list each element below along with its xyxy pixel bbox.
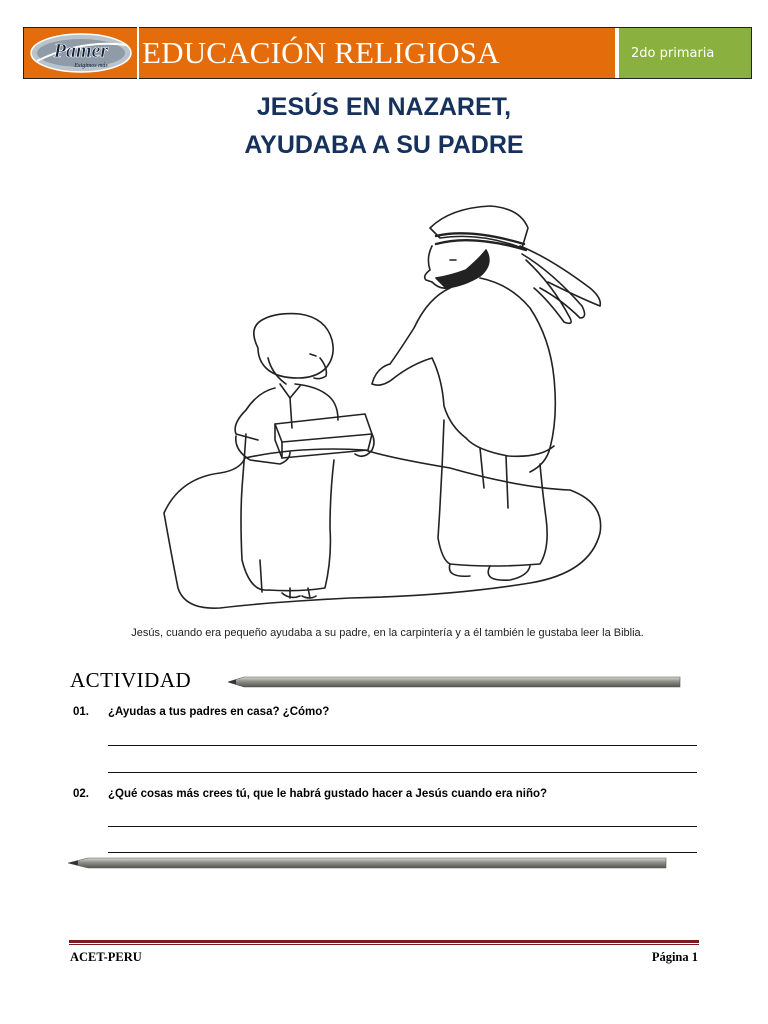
svg-text:Exigimos más: Exigimos más (74, 63, 108, 69)
header-subject-cell (24, 28, 617, 78)
jesus-helping-father-illustration (150, 188, 620, 618)
answer-line-2b[interactable] (108, 852, 697, 853)
answer-line-2a[interactable] (108, 826, 697, 827)
lesson-title-line-2: AYUDABA A SU PADRE (244, 131, 524, 159)
illustration-caption: Jesús, cuando era pequeño ayudaba a su padre, en la carpintería y a él también le gustaba leer la Biblia. (131, 627, 644, 639)
pencil-divider-bottom (68, 856, 668, 870)
footer-organization: ACET-PERU (70, 950, 142, 964)
header-separator (137, 27, 139, 79)
grade-label: 2do primaria (631, 45, 715, 61)
question-2-number: 02. (73, 788, 89, 800)
header-grade-cell (617, 28, 751, 78)
answer-line-1b[interactable] (108, 772, 697, 773)
lesson-title-line-1: JESÚS EN NAZARET, (256, 93, 512, 121)
footer-rule (69, 940, 699, 946)
document-header (23, 27, 752, 79)
answer-line-1a[interactable] (108, 745, 697, 746)
footer-page-number: Página 1 (651, 950, 698, 964)
pamer-logo-graphic (29, 31, 133, 75)
question-1-text: ¿Ayudas a tus padres en casa? ¿Cómo? (108, 706, 330, 718)
question-2-text: ¿Qué cosas más crees tú, que le habrá gustado hacer a Jesús cuando era niño? (108, 788, 548, 800)
svg-text:Pamer: Pamer (53, 40, 109, 62)
activity-heading: ACTIVIDAD (70, 668, 192, 692)
pencil-divider-top (228, 675, 682, 689)
pamer-logo (27, 30, 135, 76)
question-1-number: 01. (73, 706, 89, 718)
subject-title: EDUCACIÓN RELIGIOSA (142, 35, 500, 70)
father-figure (372, 206, 600, 580)
